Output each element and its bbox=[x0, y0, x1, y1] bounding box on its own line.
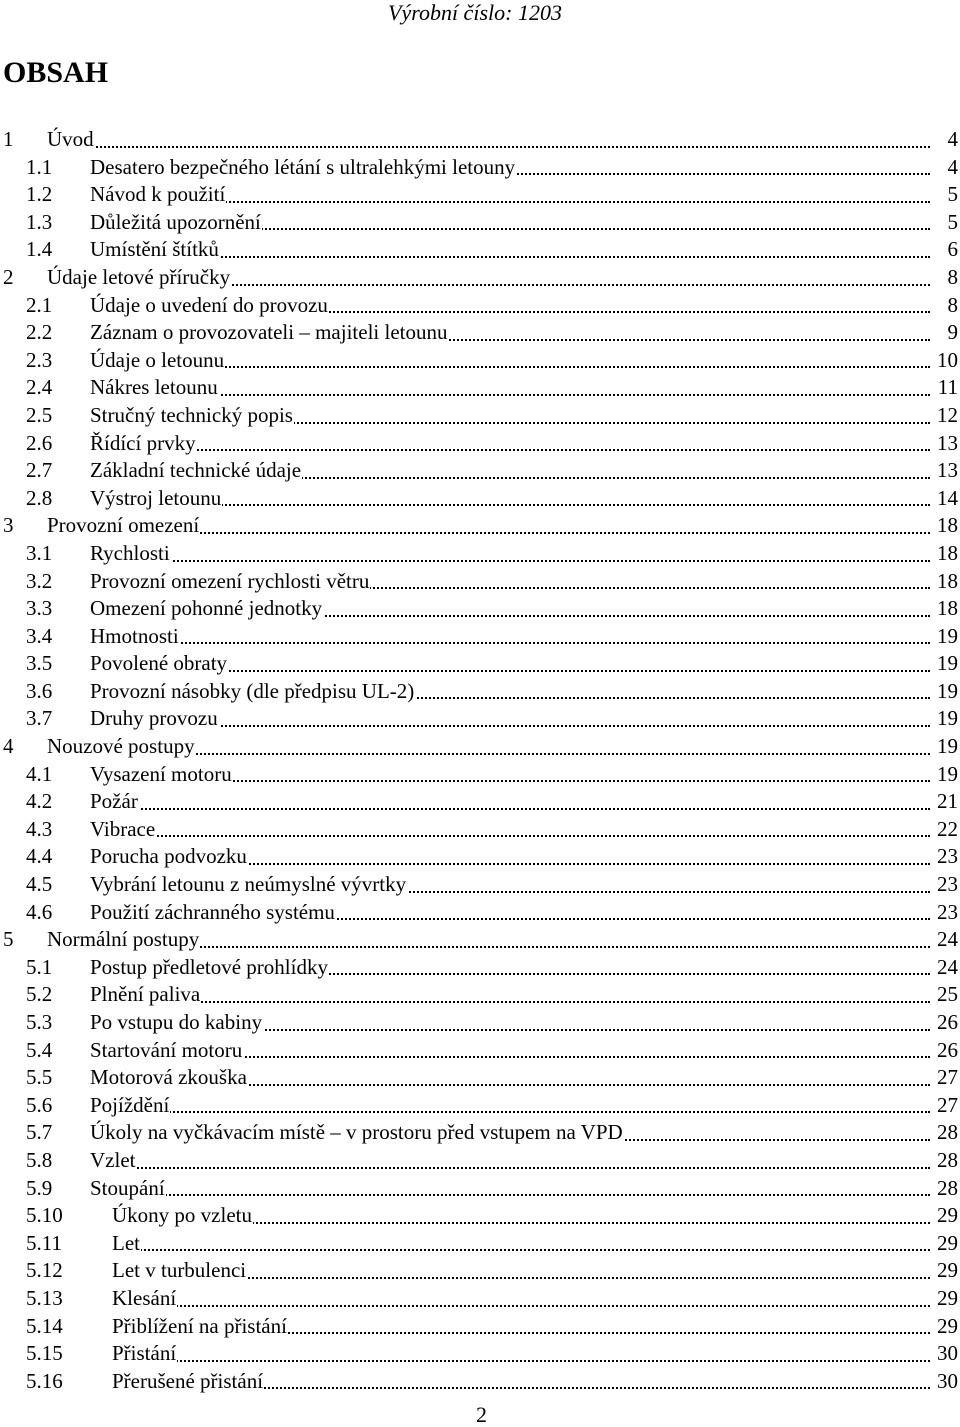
toc-title: Desatero bezpečného létání s ultralehkými letouny bbox=[90, 154, 516, 179]
toc-title: Vysazení motoru bbox=[90, 761, 232, 786]
toc-section[interactable] bbox=[0, 347, 960, 375]
toc-section[interactable] bbox=[0, 981, 960, 1009]
toc-title: Přistání bbox=[112, 1341, 177, 1366]
toc-page-number: 24 bbox=[937, 927, 958, 952]
toc-section[interactable] bbox=[0, 1119, 960, 1147]
toc-label bbox=[90, 1037, 930, 1065]
toc-label bbox=[90, 1009, 930, 1037]
toc-title: Nákres letounu bbox=[90, 375, 218, 400]
toc-label bbox=[90, 981, 930, 1009]
toc-title: Požár bbox=[90, 789, 138, 814]
toc-number: 5.2 bbox=[26, 982, 53, 1007]
toc-section[interactable] bbox=[0, 1313, 960, 1341]
toc-title: Po vstupu do kabiny bbox=[90, 1010, 263, 1034]
toc-page-number: 26 bbox=[937, 1010, 958, 1034]
toc-page-number: 5 bbox=[947, 209, 958, 234]
toc-title: Důležitá upozornění bbox=[90, 209, 261, 234]
toc-label bbox=[90, 595, 930, 623]
toc-page-number: 10 bbox=[937, 347, 958, 372]
toc-title: Údaje letové příručky bbox=[47, 264, 231, 289]
toc-chapter[interactable] bbox=[0, 512, 960, 540]
toc-chapter[interactable] bbox=[0, 926, 960, 954]
toc-number: 5.15 bbox=[26, 1341, 63, 1366]
toc-label bbox=[90, 236, 930, 264]
toc-page-number: 19 bbox=[937, 706, 958, 731]
toc-page-number: 18 bbox=[937, 596, 958, 621]
toc-title: Umístění štítků bbox=[90, 237, 219, 262]
toc-number: 4 bbox=[3, 734, 14, 759]
toc-page-number: 4 bbox=[947, 127, 958, 151]
toc-section[interactable] bbox=[0, 485, 960, 513]
toc-label bbox=[90, 1092, 930, 1120]
toc-section[interactable] bbox=[0, 1368, 960, 1396]
toc-page-number: 13 bbox=[937, 458, 958, 483]
toc-number: 5.7 bbox=[26, 1120, 53, 1145]
toc-section[interactable] bbox=[0, 1064, 960, 1092]
toc-number: 3 bbox=[3, 513, 14, 538]
toc-page-number: 29 bbox=[937, 1203, 958, 1228]
toc-section[interactable] bbox=[0, 1175, 960, 1203]
toc-section[interactable] bbox=[0, 430, 960, 458]
toc-number: 5.13 bbox=[26, 1285, 63, 1310]
toc-number: 1.4 bbox=[26, 237, 53, 262]
toc-page-number: 28 bbox=[937, 1147, 958, 1172]
toc-page-number: 19 bbox=[937, 623, 958, 648]
toc-section[interactable] bbox=[0, 540, 960, 568]
toc-label bbox=[90, 319, 930, 347]
toc-number: 3.1 bbox=[26, 540, 53, 565]
toc-number: 3.3 bbox=[26, 596, 53, 621]
toc-title: Záznam o provozovateli – majiteli letounu bbox=[90, 320, 448, 345]
toc-number: 4.1 bbox=[26, 761, 53, 786]
toc-label bbox=[47, 264, 930, 292]
toc-number: 3.6 bbox=[26, 678, 53, 703]
toc-title: Let bbox=[112, 1230, 140, 1255]
toc-label bbox=[90, 485, 930, 513]
toc-number: 4.3 bbox=[26, 816, 53, 841]
toc-section[interactable] bbox=[0, 678, 960, 706]
toc-label bbox=[112, 1285, 930, 1313]
toc-number: 4.6 bbox=[26, 899, 53, 924]
toc-title: Porucha podvozku bbox=[90, 844, 247, 869]
toc-page-number: 28 bbox=[937, 1120, 958, 1145]
production-number: Výrobní číslo: 1203 bbox=[388, 0, 562, 25]
toc-label bbox=[112, 1257, 930, 1285]
toc-page-number: 29 bbox=[937, 1230, 958, 1255]
toc-label bbox=[47, 126, 930, 154]
toc-section[interactable] bbox=[0, 292, 960, 320]
toc-number: 4.4 bbox=[26, 844, 53, 869]
toc-section[interactable] bbox=[0, 154, 960, 182]
toc-page-number: 19 bbox=[937, 678, 958, 703]
toc-page-number: 27 bbox=[937, 1065, 958, 1090]
toc-section[interactable] bbox=[0, 209, 960, 237]
toc-title: Provozní omezení bbox=[47, 513, 200, 538]
toc-section[interactable] bbox=[0, 1009, 960, 1037]
toc-label bbox=[90, 540, 930, 568]
toc-title: Vzlet bbox=[90, 1147, 136, 1172]
toc-label bbox=[90, 761, 930, 789]
toc-label bbox=[112, 1230, 930, 1258]
toc-page-number: 18 bbox=[937, 540, 958, 565]
toc-page-number: 26 bbox=[937, 1037, 958, 1062]
toc-section[interactable] bbox=[0, 568, 960, 596]
toc-number: 5.11 bbox=[26, 1230, 62, 1255]
toc-number: 3.4 bbox=[26, 623, 53, 648]
toc-section[interactable] bbox=[0, 650, 960, 678]
toc-number: 5.5 bbox=[26, 1065, 53, 1090]
toc-title: Údaje o letounu bbox=[90, 347, 225, 372]
toc-title: Plnění paliva bbox=[90, 982, 201, 1007]
toc-number: 5.14 bbox=[26, 1313, 63, 1338]
toc-section[interactable] bbox=[0, 1092, 960, 1120]
toc-page-number: 18 bbox=[937, 513, 958, 538]
toc-title: Postup předletové prohlídky bbox=[90, 954, 328, 979]
toc-page-number: 29 bbox=[937, 1285, 958, 1310]
toc-page-number: 12 bbox=[937, 402, 958, 427]
toc-label bbox=[90, 402, 930, 430]
toc-section[interactable] bbox=[0, 1202, 960, 1230]
toc-label bbox=[90, 899, 930, 927]
toc-page-number: 28 bbox=[937, 1175, 958, 1200]
toc-chapter[interactable] bbox=[0, 264, 960, 292]
toc-label bbox=[112, 1202, 930, 1230]
toc-page-number: 23 bbox=[937, 899, 958, 924]
toc-title: Startování motoru bbox=[90, 1037, 243, 1062]
toc-label bbox=[90, 650, 930, 678]
toc-page-number: 29 bbox=[937, 1258, 958, 1283]
toc-section[interactable] bbox=[0, 1147, 960, 1175]
toc-page-number: 24 bbox=[937, 954, 958, 979]
toc-title: Návod k použití bbox=[90, 182, 226, 207]
toc-page-number: 21 bbox=[937, 789, 958, 814]
toc-label bbox=[90, 209, 930, 237]
toc-section[interactable] bbox=[0, 899, 960, 927]
toc-title: Let v turbulenci bbox=[112, 1258, 247, 1283]
toc-page-number: 8 bbox=[947, 264, 958, 289]
toc-title: Nouzové postupy bbox=[47, 734, 195, 759]
toc-section[interactable] bbox=[0, 1257, 960, 1285]
toc-title: Druhy provozu bbox=[90, 706, 218, 731]
toc-page-number: 22 bbox=[937, 816, 958, 841]
toc-title: Použití záchranného systému bbox=[90, 899, 335, 924]
toc-label bbox=[47, 926, 930, 954]
toc-title: Pojíždění bbox=[90, 1092, 170, 1117]
toc-label bbox=[112, 1368, 930, 1396]
toc-label bbox=[90, 457, 930, 485]
toc-number: 2.8 bbox=[26, 485, 53, 510]
toc-number: 1.3 bbox=[26, 209, 53, 234]
toc-label bbox=[47, 512, 930, 540]
toc-page-number: 11 bbox=[937, 375, 958, 400]
toc-title: Provozní násobky (dle předpisu UL-2) bbox=[90, 678, 415, 703]
toc-section[interactable] bbox=[0, 954, 960, 982]
toc-number: 5.3 bbox=[26, 1010, 53, 1034]
toc-number: 3.7 bbox=[26, 706, 53, 731]
toc-section[interactable] bbox=[0, 402, 960, 430]
toc-label bbox=[112, 1340, 930, 1368]
toc-number: 4.5 bbox=[26, 872, 53, 897]
toc-title: Úvod bbox=[47, 127, 94, 151]
toc-number: 2 bbox=[3, 264, 14, 289]
toc-label bbox=[90, 154, 930, 182]
toc-page-number: 29 bbox=[937, 1313, 958, 1338]
toc-label bbox=[90, 181, 930, 209]
toc-title: Přerušené přistání bbox=[112, 1368, 264, 1393]
toc-section[interactable] bbox=[0, 374, 960, 402]
toc-title: Stoupání bbox=[90, 1175, 165, 1200]
toc-label bbox=[90, 568, 930, 596]
toc-section[interactable] bbox=[0, 1340, 960, 1368]
toc-number: 5.4 bbox=[26, 1037, 53, 1062]
toc-number: 2.5 bbox=[26, 402, 53, 427]
toc-page-number: 23 bbox=[937, 872, 958, 897]
toc-label bbox=[90, 292, 930, 320]
toc-label bbox=[90, 843, 930, 871]
toc-title: Hmotnosti bbox=[90, 623, 179, 648]
toc-title: Úkoly na vyčkávacím místě – v prostoru před vstupem na VPD bbox=[90, 1120, 623, 1145]
toc-section[interactable] bbox=[0, 705, 960, 733]
toc-page-number: 5 bbox=[947, 182, 958, 207]
toc-label bbox=[90, 705, 930, 733]
toc-label bbox=[90, 1175, 930, 1203]
toc-page-number: 19 bbox=[937, 761, 958, 786]
toc-number: 2.7 bbox=[26, 458, 53, 483]
toc-title: Výstroj letounu bbox=[90, 485, 222, 510]
toc-section[interactable] bbox=[0, 457, 960, 485]
toc-number: 2.1 bbox=[26, 292, 53, 317]
toc-number: 5 bbox=[3, 927, 14, 952]
toc-section[interactable] bbox=[0, 181, 960, 209]
toc-page-number: 30 bbox=[937, 1368, 958, 1393]
page-number: 2 bbox=[476, 1402, 487, 1427]
toc-label bbox=[90, 788, 930, 816]
toc-chapter[interactable] bbox=[0, 126, 960, 154]
table-of-contents bbox=[0, 126, 960, 1395]
toc-page-number: 8 bbox=[947, 292, 958, 317]
toc-number: 5.8 bbox=[26, 1147, 53, 1172]
toc-label bbox=[90, 1064, 930, 1092]
toc-title: Provozní omezení rychlosti větru bbox=[90, 568, 370, 593]
toc-page-number: 14 bbox=[937, 485, 958, 510]
toc-section[interactable] bbox=[0, 788, 960, 816]
toc-page-number: 19 bbox=[937, 734, 958, 759]
toc-label bbox=[90, 623, 930, 651]
toc-section[interactable] bbox=[0, 1037, 960, 1065]
toc-page-number: 23 bbox=[937, 844, 958, 869]
toc-title: Stručný technický popis bbox=[90, 402, 293, 427]
toc-section[interactable] bbox=[0, 236, 960, 264]
toc-section[interactable] bbox=[0, 319, 960, 347]
toc-number: 5.16 bbox=[26, 1368, 63, 1393]
toc-label bbox=[90, 347, 930, 375]
toc-number: 5.9 bbox=[26, 1175, 53, 1200]
toc-number: 2.3 bbox=[26, 347, 53, 372]
toc-number: 5.12 bbox=[26, 1258, 63, 1283]
toc-number: 4.2 bbox=[26, 789, 53, 814]
toc-title: Motorová zkouška bbox=[90, 1065, 247, 1090]
toc-page-number: 6 bbox=[947, 237, 958, 262]
toc-page-number: 13 bbox=[937, 430, 958, 455]
toc-label bbox=[90, 1147, 930, 1175]
toc-label bbox=[90, 1119, 930, 1147]
toc-number: 1 bbox=[3, 127, 14, 151]
toc-number: 3.5 bbox=[26, 651, 53, 676]
toc-number: 5.6 bbox=[26, 1092, 53, 1117]
toc-page-number: 25 bbox=[937, 982, 958, 1007]
toc-section[interactable] bbox=[0, 871, 960, 899]
toc-title: Vybrání letounu z neúmyslné vývrtky bbox=[90, 872, 407, 897]
page-title: OBSAH bbox=[3, 56, 109, 89]
toc-section[interactable] bbox=[0, 843, 960, 871]
toc-number: 2.4 bbox=[26, 375, 53, 400]
toc-page-number: 19 bbox=[937, 651, 958, 676]
toc-title: Řídící prvky bbox=[90, 430, 196, 455]
toc-label bbox=[90, 678, 930, 706]
toc-title: Údaje o uvedení do provozu bbox=[90, 292, 328, 317]
toc-label bbox=[90, 954, 930, 982]
toc-page-number: 18 bbox=[937, 568, 958, 593]
toc-number: 1.2 bbox=[26, 182, 53, 207]
toc-number: 2.6 bbox=[26, 430, 53, 455]
toc-section[interactable] bbox=[0, 1230, 960, 1258]
toc-section[interactable] bbox=[0, 1285, 960, 1313]
toc-title: Rychlosti bbox=[90, 540, 170, 565]
toc-number: 5.10 bbox=[26, 1203, 63, 1228]
toc-title: Základní technické údaje bbox=[90, 458, 302, 483]
toc-number: 1.1 bbox=[26, 154, 53, 179]
toc-section[interactable] bbox=[0, 623, 960, 651]
toc-title: Přiblížení na přistání bbox=[112, 1313, 287, 1338]
toc-number: 2.2 bbox=[26, 320, 53, 345]
toc-title: Normální postupy bbox=[47, 927, 200, 952]
toc-chapter[interactable] bbox=[0, 733, 960, 761]
toc-title: Povolené obraty bbox=[90, 651, 228, 676]
toc-label bbox=[90, 816, 930, 844]
toc-section[interactable] bbox=[0, 595, 960, 623]
toc-number: 3.2 bbox=[26, 568, 53, 593]
toc-page-number: 9 bbox=[947, 320, 958, 345]
toc-number: 5.1 bbox=[26, 954, 53, 979]
toc-section[interactable] bbox=[0, 816, 960, 844]
toc-section[interactable] bbox=[0, 761, 960, 789]
toc-page-number: 27 bbox=[937, 1092, 958, 1117]
toc-label bbox=[90, 430, 930, 458]
toc-label bbox=[90, 374, 930, 402]
toc-label bbox=[90, 871, 930, 899]
toc-page-number: 30 bbox=[937, 1341, 958, 1366]
toc-title: Klesání bbox=[112, 1285, 177, 1310]
toc-page-number: 4 bbox=[947, 154, 958, 179]
toc-label bbox=[112, 1313, 930, 1341]
toc-title: Úkony po vzletu bbox=[112, 1203, 252, 1228]
toc-label bbox=[47, 733, 930, 761]
toc-title: Omezení pohonné jednotky bbox=[90, 596, 323, 621]
toc-title: Vibrace bbox=[90, 816, 156, 841]
